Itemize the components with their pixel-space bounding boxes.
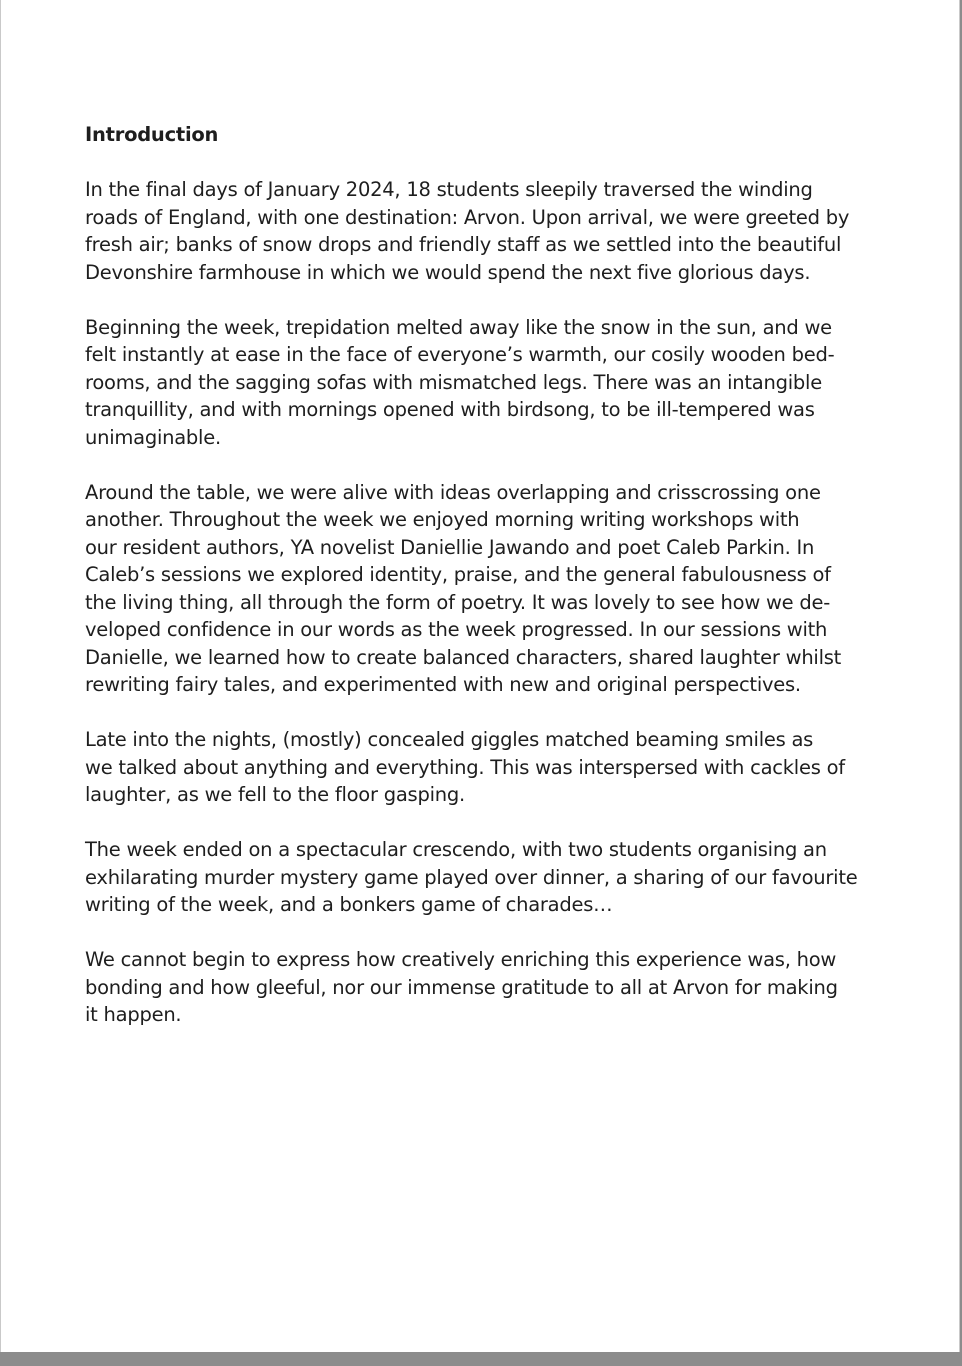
paragraph-line: it happen. xyxy=(85,1003,182,1026)
paragraph-line: Around the table, we were alive with ideas overlapping and crisscrossing one xyxy=(85,480,821,504)
paragraph-line: We cannot begin to express how creatively enriching this experience was, how xyxy=(85,948,837,971)
paragraph-line: Late into the nights, (mostly) concealed giggles matched beaming smiles as xyxy=(85,728,814,751)
paragraph-line: another. Throughout the week we enjoyed morning writing workshops with xyxy=(85,508,800,531)
paragraph-line: laughter, as we fell to the floor gasping. xyxy=(85,783,465,806)
paragraph xyxy=(85,479,885,699)
paragraph-line: fresh air; banks of snow drops and friendly staff as we settled into the beautiful xyxy=(85,233,842,256)
paragraph xyxy=(85,176,885,286)
paragraph-line: felt instantly at ease in the face of everyone’s warmth, our cosily wooden bed- xyxy=(85,343,835,366)
paragraph-line: The week ended on a spectacular crescendo, with two students organising an xyxy=(85,838,827,861)
paragraph xyxy=(85,314,885,452)
paragraph-line: bonding and how gleeful, nor our immense gratitude to all at Arvon for making xyxy=(85,975,838,999)
page-content xyxy=(85,121,885,1056)
paragraph-line: the living thing, all through the form of poetry. It was lovely to see how we de- xyxy=(85,590,831,614)
paragraph-line: rewriting fairy tales, and experimented with new and original perspectives. xyxy=(85,673,801,696)
paragraph-line: In the final days of January 2024, 18 students sleepily traversed the winding xyxy=(85,178,813,201)
paragraph-line: Danielle, we learned how to create balanced characters, shared laughter whilst xyxy=(85,645,842,669)
paragraph-line: unimaginable. xyxy=(85,425,221,449)
paragraph-line: writing of the week, and a bonkers game of charades… xyxy=(85,893,613,916)
paragraph-line: roads of England, with one destination: Arvon. Upon arrival, we were greeted by xyxy=(85,205,850,229)
paragraph-line: we talked about anything and everything. This was interspersed with cackles of xyxy=(85,755,845,779)
paragraph-line: rooms, and the sagging sofas with mismatched legs. There was an intangible xyxy=(85,370,822,394)
paragraph xyxy=(85,726,885,809)
paragraph-list xyxy=(85,176,885,1029)
paragraph-line: Caleb’s sessions we explored identity, praise, and the general fabulousness of xyxy=(85,563,831,586)
paragraph xyxy=(85,836,885,919)
paragraph-line: tranquillity, and with mornings opened with birdsong, to be ill-tempered was xyxy=(85,398,815,421)
paragraph-line: Devonshire farmhouse in which we would spend the next five glorious days. xyxy=(85,260,811,284)
section-heading: Introduction xyxy=(85,123,219,146)
paragraph-line: Beginning the week, trepidation melted away like the snow in the sun, and we xyxy=(85,315,832,339)
paragraph-line: our resident authors, YA novelist Daniellie Jawando and poet Caleb Parkin. In xyxy=(85,535,815,559)
paragraph-line: exhilarating murder mystery game played over dinner, a sharing of our favourite xyxy=(85,865,858,889)
paragraph xyxy=(85,946,885,1029)
paragraph-line: veloped confidence in our words as the week progressed. In our sessions with xyxy=(85,618,828,641)
